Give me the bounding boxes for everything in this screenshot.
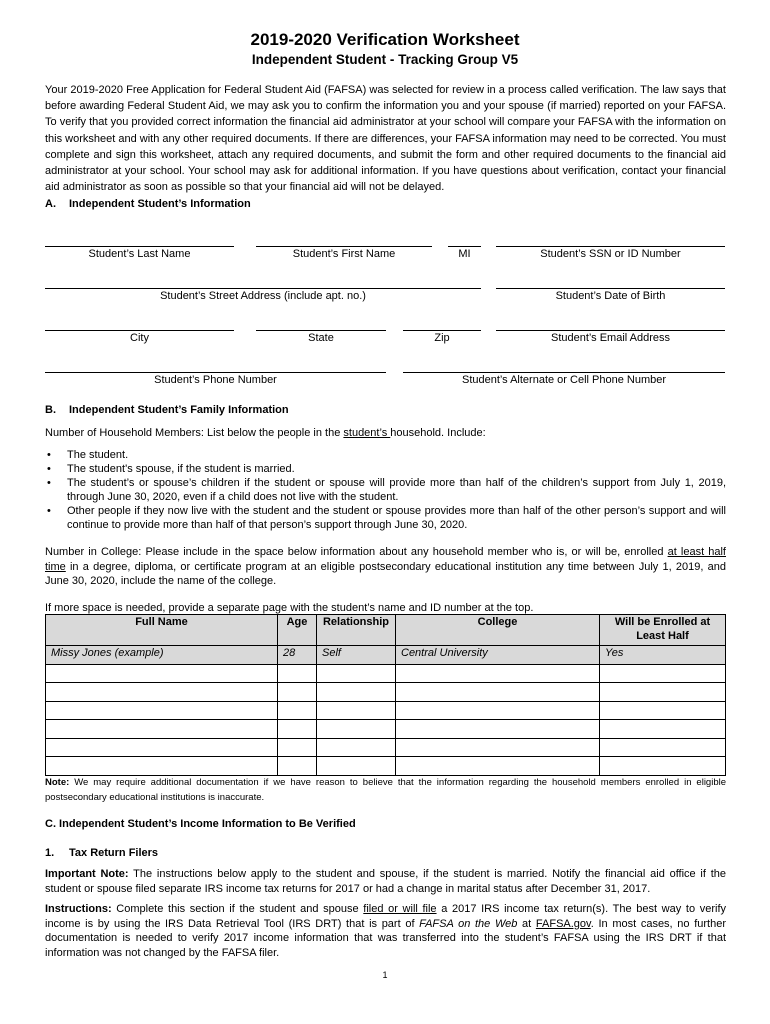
cell-college[interactable] [396,720,600,739]
first-name-line[interactable] [256,246,432,247]
more-space-note: If more space is needed, provide a separate page with the student’s name and ID number at the top. [45,602,534,614]
table-row [46,664,726,683]
table-row [46,701,726,720]
college-text: Number in College: Please include in the space below information about any household member who is, or will be, enrolled [45,546,668,558]
address-label: Student’s Street Address (include apt. no.) [160,290,366,302]
cell-college: Central University [396,646,600,665]
first-name-label: Student’s First Name [292,248,396,260]
note-text: We may require additional documentation if we have reason to believe that the information regarding the household members enrolled in eligible postsecondary educational institutions is inaccurate. [45,777,726,803]
mi-line[interactable] [448,246,481,247]
cell-enrolled[interactable] [600,720,726,739]
last-name-line[interactable] [45,246,234,247]
cell-relationship[interactable] [317,738,396,757]
cell-enrolled[interactable] [600,683,726,702]
cell-college[interactable] [396,738,600,757]
cell-name: Missy Jones (example) [46,646,278,665]
cell-name[interactable] [46,738,278,757]
table-row [46,757,726,776]
list-item: • Other people if they now live with the student and the student or spouse provides more than half of the other person’s support and will continue to provide more than half of that person’s support through June 30, 2020. [45,504,726,532]
cell-relationship[interactable] [317,720,396,739]
household-intro-underlined: student’s [343,427,391,439]
intro-paragraph: Your 2019-2020 Free Application for Federal Student Aid (FAFSA) was selected for review in a process called verification. The law says that before awarding Federal Student Aid, we may ask you to confirm the information you and your spouse (if married) reported on your FAFSA. To verify that you provided correct information the financial aid administrator at your school will compare your FAFSA with the information on this worksheet and with any other required documents. If there are differences, your FAFSA information may need to be corrected. You must complete and sign this worksheet, attach any required documents, and submit the form and other required documents to the financial aid administrator at your school. Your school may ask for additional information. If you have questions about verification, contact your financial aid administrator as soon as possible so that your financial aid will not be delayed. [45,84,726,194]
section-b-letter: B. [45,404,56,416]
important-note [45,867,726,896]
cell-name[interactable] [46,757,278,776]
instructions-italic: FAFSA on the Web [419,917,518,930]
last-name-label: Student’s Last Name [88,248,191,260]
note-label: Note: [45,777,70,788]
tax-filers-number: 1. [45,847,55,859]
zip-line[interactable] [403,330,481,331]
cell-enrolled[interactable] [600,738,726,757]
alt-phone-label: Student’s Alternate or Cell Phone Number [461,374,667,386]
zip-label: Zip [434,332,450,344]
list-item: • The student. [45,448,726,462]
page-number: 1 [382,970,388,980]
cell-relationship[interactable] [317,757,396,776]
enrollment-note [45,775,726,805]
ssn-line[interactable] [496,246,725,247]
cell-college[interactable] [396,701,600,720]
household-intro [45,426,726,441]
col-college: College [396,615,600,646]
email-line[interactable] [496,330,725,331]
cell-relationship: Self [317,646,396,665]
page-title: 2019-2020 Verification Worksheet [250,30,520,49]
table-row [46,720,726,739]
instructions-label: Instructions: [45,903,112,915]
college-paragraph [45,545,726,589]
cell-name[interactable] [46,701,278,720]
col-enrolled: Will be Enrolled at Least Half [600,615,726,646]
college-underlined: at least half time [45,546,726,573]
list-item: • The student’s or spouse’s children if the student or spouse will provide more than half of the children’s support from July 1, 2019, through June 30, 2020, even if a child does not live with the student. [45,476,726,504]
col-age: Age [278,615,317,646]
table-header-row [46,615,726,646]
instructions-underlined: filed or will file [363,903,437,915]
instructions-text: at [517,917,536,930]
fafsa-link[interactable]: FAFSA.gov [535,917,591,930]
household-table [45,614,726,776]
cell-age[interactable] [278,720,317,739]
dob-label: Student’s Date of Birth [555,290,666,302]
cell-college[interactable] [396,664,600,683]
list-item: • The student's spouse, if the student is married. [45,462,726,476]
phone-label: Student’s Phone Number [154,374,277,386]
cell-enrolled: Yes [600,646,726,665]
household-intro-end: household. Include: [390,427,486,439]
instructions-text: a 2017 IRS income tax return(s). The best way to verify income is by using the IRS Data Retrieval Tool (IRS DRT) that is part of [45,903,726,930]
section-a-heading [45,198,251,210]
cell-age[interactable] [278,757,317,776]
household-bullets [45,448,726,532]
cell-age[interactable] [278,664,317,683]
instructions-paragraph [45,902,726,960]
cell-name[interactable] [46,720,278,739]
cell-relationship[interactable] [317,701,396,720]
tax-filers-title: Tax Return Filers [69,847,159,859]
col-relationship: Relationship [317,615,396,646]
ssn-label: Student’s SSN or ID Number [540,248,681,260]
cell-age[interactable] [278,701,317,720]
section-b-heading [45,404,289,416]
cell-name[interactable] [46,683,278,702]
dob-line[interactable] [496,288,725,289]
col-full-name: Full Name [46,615,278,646]
household-intro-text: Number of Household Members: List below the people in the [45,427,344,439]
mi-label: MI [458,248,471,260]
state-line[interactable] [256,330,386,331]
important-label: Important Note: [45,868,129,880]
table-row-example [46,646,726,665]
instructions-text: . In most cases, no further documentation is needed to verify 2017 income information that was transferred into the student’s FAFSA using the IRS DRT if that information was not changed by the FAFSA filer. [45,917,726,959]
state-label: State [308,332,334,344]
city-label: City [130,332,149,344]
cell-enrolled[interactable] [600,701,726,720]
table-row [46,683,726,702]
cell-age: 28 [278,646,317,665]
cell-relationship[interactable] [317,683,396,702]
cell-enrolled[interactable] [600,664,726,683]
instructions-text: Complete this section if the student and spouse [111,903,364,915]
section-b-title: Independent Student’s Family Information [69,404,289,416]
cell-college[interactable] [396,757,600,776]
table-row [46,738,726,757]
cell-name[interactable] [46,664,278,683]
page-subtitle: Independent Student - Tracking Group V5 [251,52,519,67]
city-line[interactable] [45,330,234,331]
section-a-letter: A. [45,198,56,210]
section-a-title: Independent Student’s Information [69,198,251,210]
cell-age[interactable] [278,738,317,757]
email-label: Student’s Email Address [550,332,671,344]
cell-college[interactable] [396,683,600,702]
important-text: The instructions below apply to the student and spouse, if the student is married. Notify the financial aid office if the student or spouse filed separate IRS income tax returns for 2017 or had a change in marital status after December 31, 2017. [45,868,726,895]
cell-relationship[interactable] [317,664,396,683]
section-c-heading: C. Independent Student’s Income Information to Be Verified [45,818,356,830]
college-text-end: in a degree, diploma, or certificate program at an eligible postsecondary educational institution any time between July 1, 2019, and June 30, 2020, include the name of the college. [45,560,726,587]
phone-line[interactable] [45,372,386,373]
address-line[interactable] [45,288,481,289]
alt-phone-line[interactable] [403,372,725,373]
cell-age[interactable] [278,683,317,702]
tax-filers-heading [45,847,158,859]
cell-enrolled[interactable] [600,757,726,776]
